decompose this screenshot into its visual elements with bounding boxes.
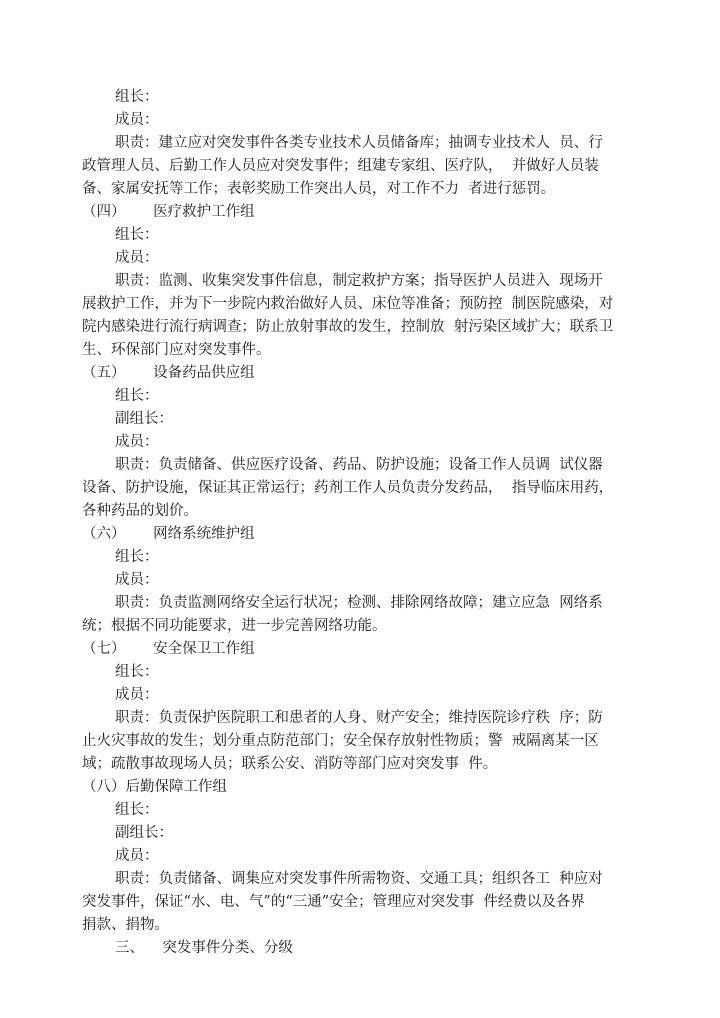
text-line: 职责：监测、收集突发事件信息，制定救护方案；指导医护人员进入 现场开: [115, 273, 603, 289]
text-line: 职责：负责保护医院职工和患者的人身、财产安全；维持医院诊疗秩 序；防: [115, 710, 603, 726]
text-line: 域；疏散事故现场人员；联系公安、消防等部门应对突发事 件。: [82, 756, 498, 772]
text-line: 捐款、捐物。: [82, 917, 169, 933]
section-heading: （八）后勤保障工作组: [82, 779, 227, 795]
text-line: 组长：: [115, 664, 159, 680]
text-line: 组长：: [115, 89, 159, 105]
section-heading: （七） 安全保卫工作组: [82, 641, 255, 657]
text-line: 生、环保部门应对突发事件。: [82, 342, 271, 358]
text-line: 组长：: [115, 549, 159, 565]
text-line: 职责：建立应对突发事件各类专业技术人员储备库；抽调专业技术人 员、行: [115, 135, 603, 151]
text-line: 成员：: [115, 250, 159, 266]
text-line: 备、家属安抚等工作；表彰奖励工作突出人员，对工作不力 者进行惩罚。: [82, 181, 556, 197]
text-line: 止火灾事故的发生；划分重点防范部门；安全保存放射性物质；警 戒隔离某一区: [82, 733, 599, 749]
section-heading: （六） 网络系统维护组: [82, 526, 255, 542]
text-line: 成员：: [115, 572, 159, 588]
text-line: 成员：: [115, 112, 159, 128]
text-line: 职责：负责储备、调集应对突发事件所需物资、交通工具；组织各工 种应对: [115, 871, 603, 887]
text-line: 组长：: [115, 388, 159, 404]
text-line: 职责：负责监测网络安全运行状况；检测、排除网络故障；建立应急 网络系: [115, 595, 603, 611]
text-line: 突发事件，保证“水、电、气”的“三通”安全；管理应对突发事 件经费以及各界: [82, 894, 585, 910]
text-line: 各种药品的划价。: [82, 503, 198, 519]
text-line: 副组长：: [115, 411, 173, 427]
section-heading: （五） 设备药品供应组: [82, 365, 255, 381]
section-heading: （四） 医疗救护工作组: [82, 204, 255, 220]
text-line: 统；根据不同功能要求，进一步完善网络功能。: [82, 618, 387, 634]
text-line: 政管理人员、后勤工作人员应对突发事件；组建专家组、医疗队， 并做好人员装: [82, 158, 599, 174]
text-line: 成员：: [115, 434, 159, 450]
text-line: 展救护工作，并为下一步院内救治做好人员、床位等准备；预防控 制医院感染，对: [82, 296, 614, 312]
text-line: 成员：: [115, 848, 159, 864]
section-heading: 三、 突发事件分类、分级: [115, 940, 293, 956]
text-line: 组长：: [115, 802, 159, 818]
text-line: 组长：: [115, 227, 159, 243]
text-line: 职责：负责储备、供应医疗设备、药品、防护设施；设备工作人员调 试仪器: [115, 457, 603, 473]
text-line: 副组长：: [115, 825, 173, 841]
text-line: 设备、防护设施，保证其正常运行；药剂工作人员负责分发药品， 指导临床用药，: [82, 480, 614, 496]
text-line: 成员：: [115, 687, 159, 703]
text-line: 院内感染进行流行病调查；防止放射事故的发生，控制放 射污染区域扩大；联系卫: [82, 319, 614, 335]
